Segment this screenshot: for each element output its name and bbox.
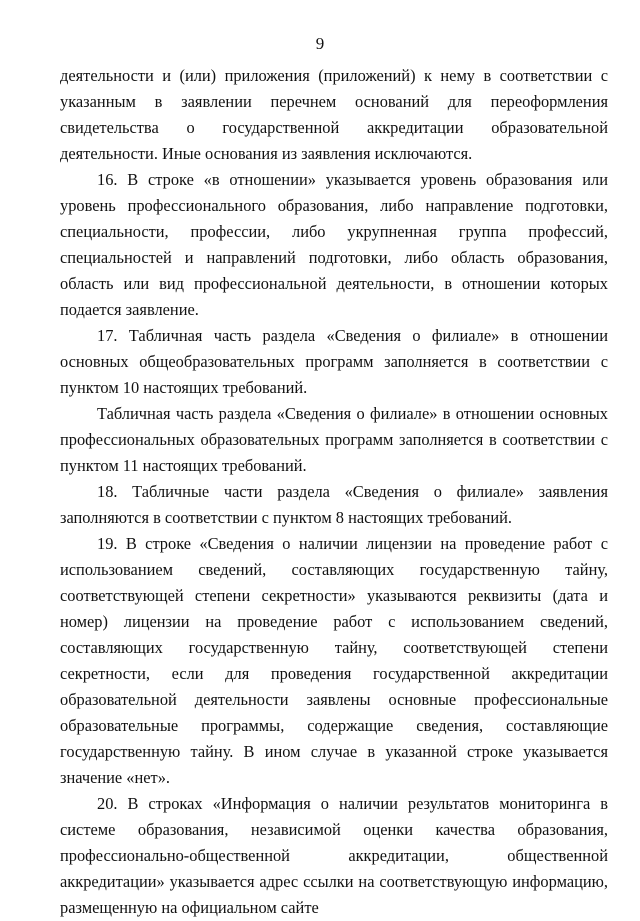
document-body	[60, 63, 608, 921]
paragraph-18: 18. Табличные части раздела «Сведения о филиале» заявления заполняются в соответствии с пунктом 8 настоящих требований.	[60, 482, 608, 527]
paragraph-20: 20. В строках «Информация о наличии результатов мониторинга в системе образования, независимой оценки качества образования, профессионально-общественной аккредитации, общественной аккредитации» указывается адрес ссылки на соответствующую информацию, размещенную на официальном сайте	[60, 794, 608, 917]
paragraph-continuation: деятельности и (или) приложения (приложений) к нему в соответствии с указанным в заявлении перечнем оснований для переоформления свидетельства о государственной аккредитации образовательной деятельности. Иные основания из заявления исключаются.	[60, 66, 608, 163]
paragraph-17: 17. Табличная часть раздела «Сведения о филиале» в отношении основных общеобразовательных программ заполняется в соответствии с пунктом 10 настоящих требований.	[60, 326, 608, 397]
page-number: 9	[315, 34, 325, 53]
paragraph-16: 16. В строке «в отношении» указывается уровень образования или уровень профессионального образования, либо направление подготовки, специальности, профессии, либо укрупненная группа профессий, специальностей и направлений подготовки, либо область образования, область или вид профессиональной деятельности, в отношении которых подается заявление.	[60, 170, 608, 319]
paragraph-17-part-2: Табличная часть раздела «Сведения о филиале» в отношении основных профессиональных образовательных программ заполняется в соответствии с пунктом 11 настоящих требований.	[60, 404, 608, 475]
paragraph-19: 19. В строке «Сведения о наличии лицензии на проведение работ с использованием сведений, составляющих государственную тайну, соответствующей степени секретности» указываются реквизиты (дата и номер) лицензии на проведение работ с использованием сведений, составляющих государственную тайну, соответствующей степени секретности, если для проведения государственной аккредитации образовательной деятельности заявлены основные профессиональные образовательные программы, содержащие сведения, составляющие государственную тайну. В ином случае в указанной строке указывается значение «нет».	[60, 534, 608, 787]
